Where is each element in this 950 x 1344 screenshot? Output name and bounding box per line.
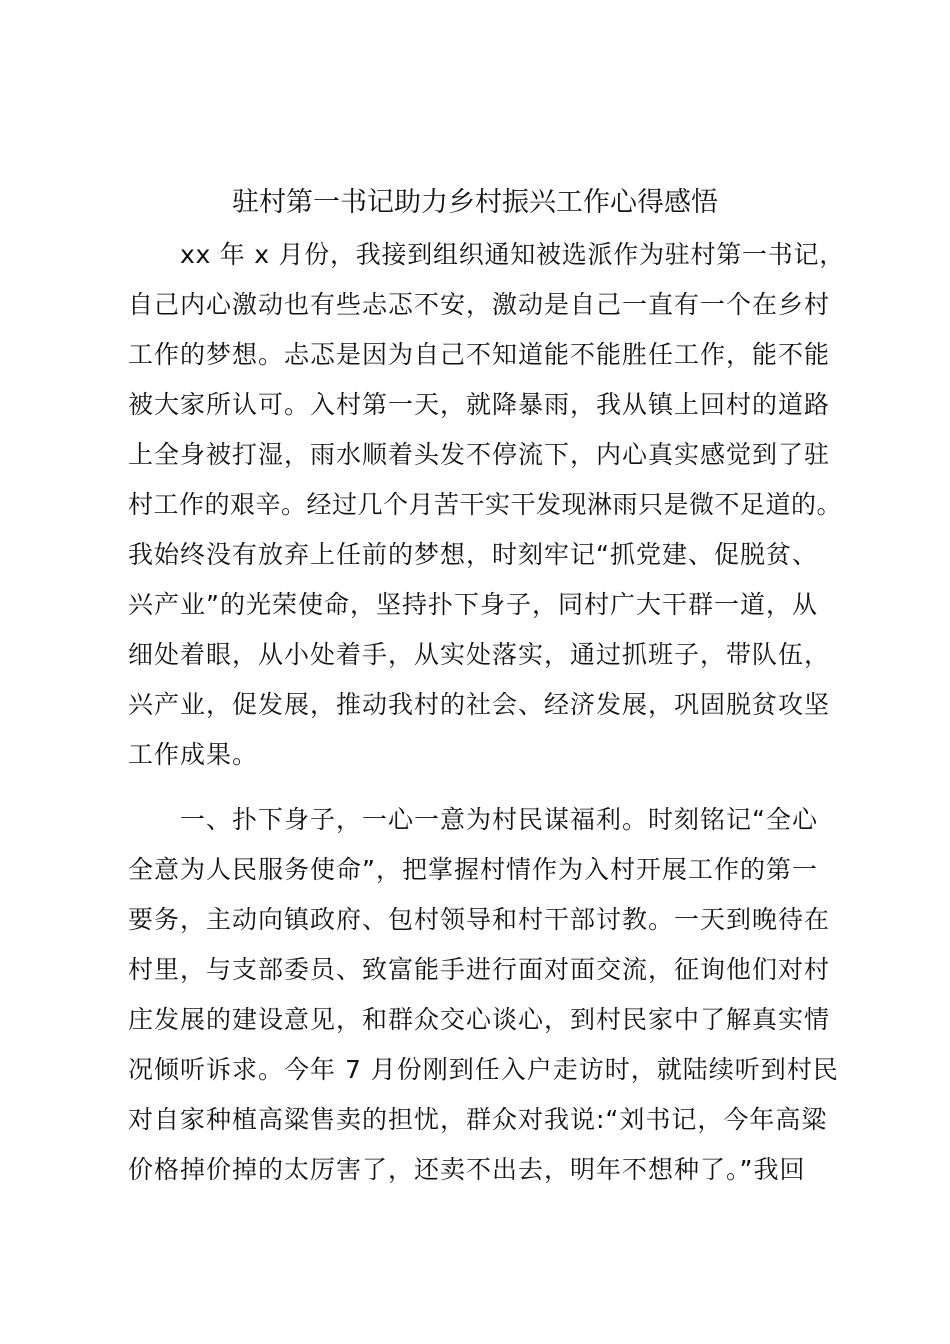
text-line: 庄发展的建设意见，和群众交心谈心，到村民家中了解真实情 <box>128 1005 831 1034</box>
text-line: 兴产业”的光荣使命，坚持扑下身子，同村广大干群一道，从 <box>128 590 818 619</box>
text-line: 价格掉价掉的太厉害了，还卖不出去，明年不想种了。”我回 <box>128 1155 806 1184</box>
paragraph-spacer <box>128 780 848 795</box>
text-line: 全意为人民服务使命”，把掌握村情作为入村开展工作的第一 <box>128 855 818 884</box>
document-body <box>128 230 848 1195</box>
text-line: 工作的梦想。忐忑是因为自己不知道能不能胜任工作，能不能 <box>128 340 831 369</box>
text-line: 工作成果。 <box>128 740 259 769</box>
text-line: 对自家种植高粱售卖的担忧，群众对我说:“刘书记，今年高粱 <box>128 1105 828 1134</box>
text-line: 一、扑下身子，一心一意为村民谋福利。时刻铭记“全心 <box>180 805 818 834</box>
text-line: 被大家所认可。入村第一天，就降暴雨，我从镇上回村的道路 <box>128 390 831 419</box>
text-line: 要务，主动向镇政府、包村领导和村干部讨教。一天到晚待在 <box>128 905 831 934</box>
document-title: 驻村第一书记助力乡村振兴工作心得感悟 <box>232 187 718 218</box>
paragraph-1 <box>128 230 848 780</box>
text-line: 自己内心激动也有些忐忑不安，激动是自己一直有一个在乡村 <box>128 290 831 319</box>
text-line: 细处着眼，从小处着手，从实处落实，通过抓班子，带队伍， <box>128 640 831 669</box>
text-line: 况倾听诉求。今年 7 月份刚到任入户走访时，就陆续听到村民 <box>128 1055 839 1084</box>
text-line: 村工作的艰辛。经过几个月苦干实干发现淋雨只是微不足道的。 <box>128 490 843 519</box>
text-line: 我始终没有放弃上任前的梦想，时刻牢记“抓党建、促脱贫、 <box>128 540 818 569</box>
text-line: 村里，与支部委员、致富能手进行面对面交流，征询他们对村 <box>128 955 831 984</box>
text-line: xx 年 x 月份，我接到组织通知被选派作为驻村第一书记， <box>180 240 845 269</box>
text-line: 兴产业，促发展，推动我村的社会、经济发展，巩固脱贫攻坚 <box>128 690 831 719</box>
paragraph-2 <box>128 795 848 1195</box>
text-line: 上全身被打湿，雨水顺着头发不停流下，内心真实感觉到了驻 <box>128 440 831 469</box>
